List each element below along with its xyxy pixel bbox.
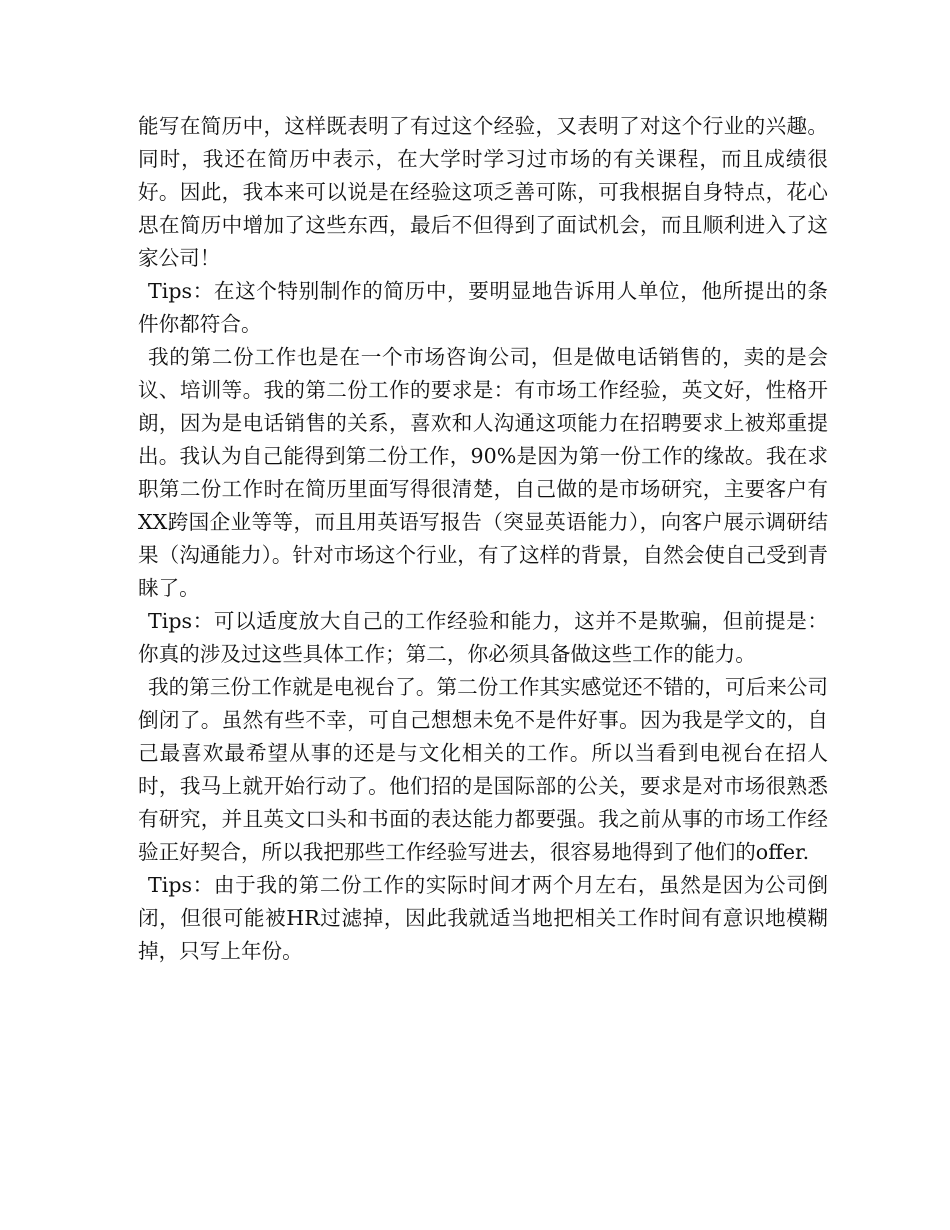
paragraph-third-job: 我的第三份工作就是电视台了。第二份工作其实感觉还不错的，可后来公司倒闭了。虽然有些不幸，可自己想想未免不是件好事。因为我是学文的，自己最喜欢最希望从事的还是与文化相关的工作。所以当看到电视台在招人时，我马上就开始行动了。他们招的是国际部的公关，要求是对市场很熟悉有研究，并且英文口头和书面的表达能力都要强。我之前从事的市场工作经验正好契合，所以我把那些工作经验写进去，很容易地得到了他们的offer. (138, 675, 828, 864)
paragraph-experience-continuation: 能写在简历中，这样既表明了有过这个经验，又表明了对这个行业的兴趣。同时，我还在简历中表示，在大学时学习过市场的有关课程，而且成绩很好。因此，我本来可以说是在经验这项乏善可陈，可我根据自身特点，花心思在简历中增加了这些东西，最后不但得到了面试机会，而且顺利进入了这家公司！ (138, 114, 828, 270)
document-body (138, 110, 828, 968)
paragraph-tips-1: Tips：在这个特别制作的简历中，要明显地告诉用人单位，他所提出的条件你都符合。 (138, 279, 828, 336)
paragraph-tips-3: Tips：由于我的第二份工作的实际时间才两个月左右，虽然是因为公司倒闭，但很可能被HR过滤掉，因此我就适当地把相关工作时间有意识地模糊掉，只写上年份。 (138, 873, 828, 963)
paragraph-tips-2: Tips：可以适度放大自己的工作经验和能力，这并不是欺骗，但前提是：你真的涉及过这些具体工作；第二，你必须具备做这些工作的能力。 (138, 609, 828, 666)
paragraph-second-job: 我的第二份工作也是在一个市场咨询公司，但是做电话销售的，卖的是会议、培训等。我的第二份工作的要求是：有市场工作经验，英文好，性格开朗，因为是电话销售的关系，喜欢和人沟通这项能力在招聘要求上被郑重提出。我认为自己能得到第二份工作，90%是因为第一份工作的缘故。我在求职第二份工作时在简历里面写得很清楚，自己做的是市场研究，主要客户有XX跨国企业等等，而且用英语写报告（突显英语能力），向客户展示调研结果（沟通能力）。针对市场这个行业，有了这样的背景，自然会使自己受到青睐了。 (138, 345, 828, 600)
